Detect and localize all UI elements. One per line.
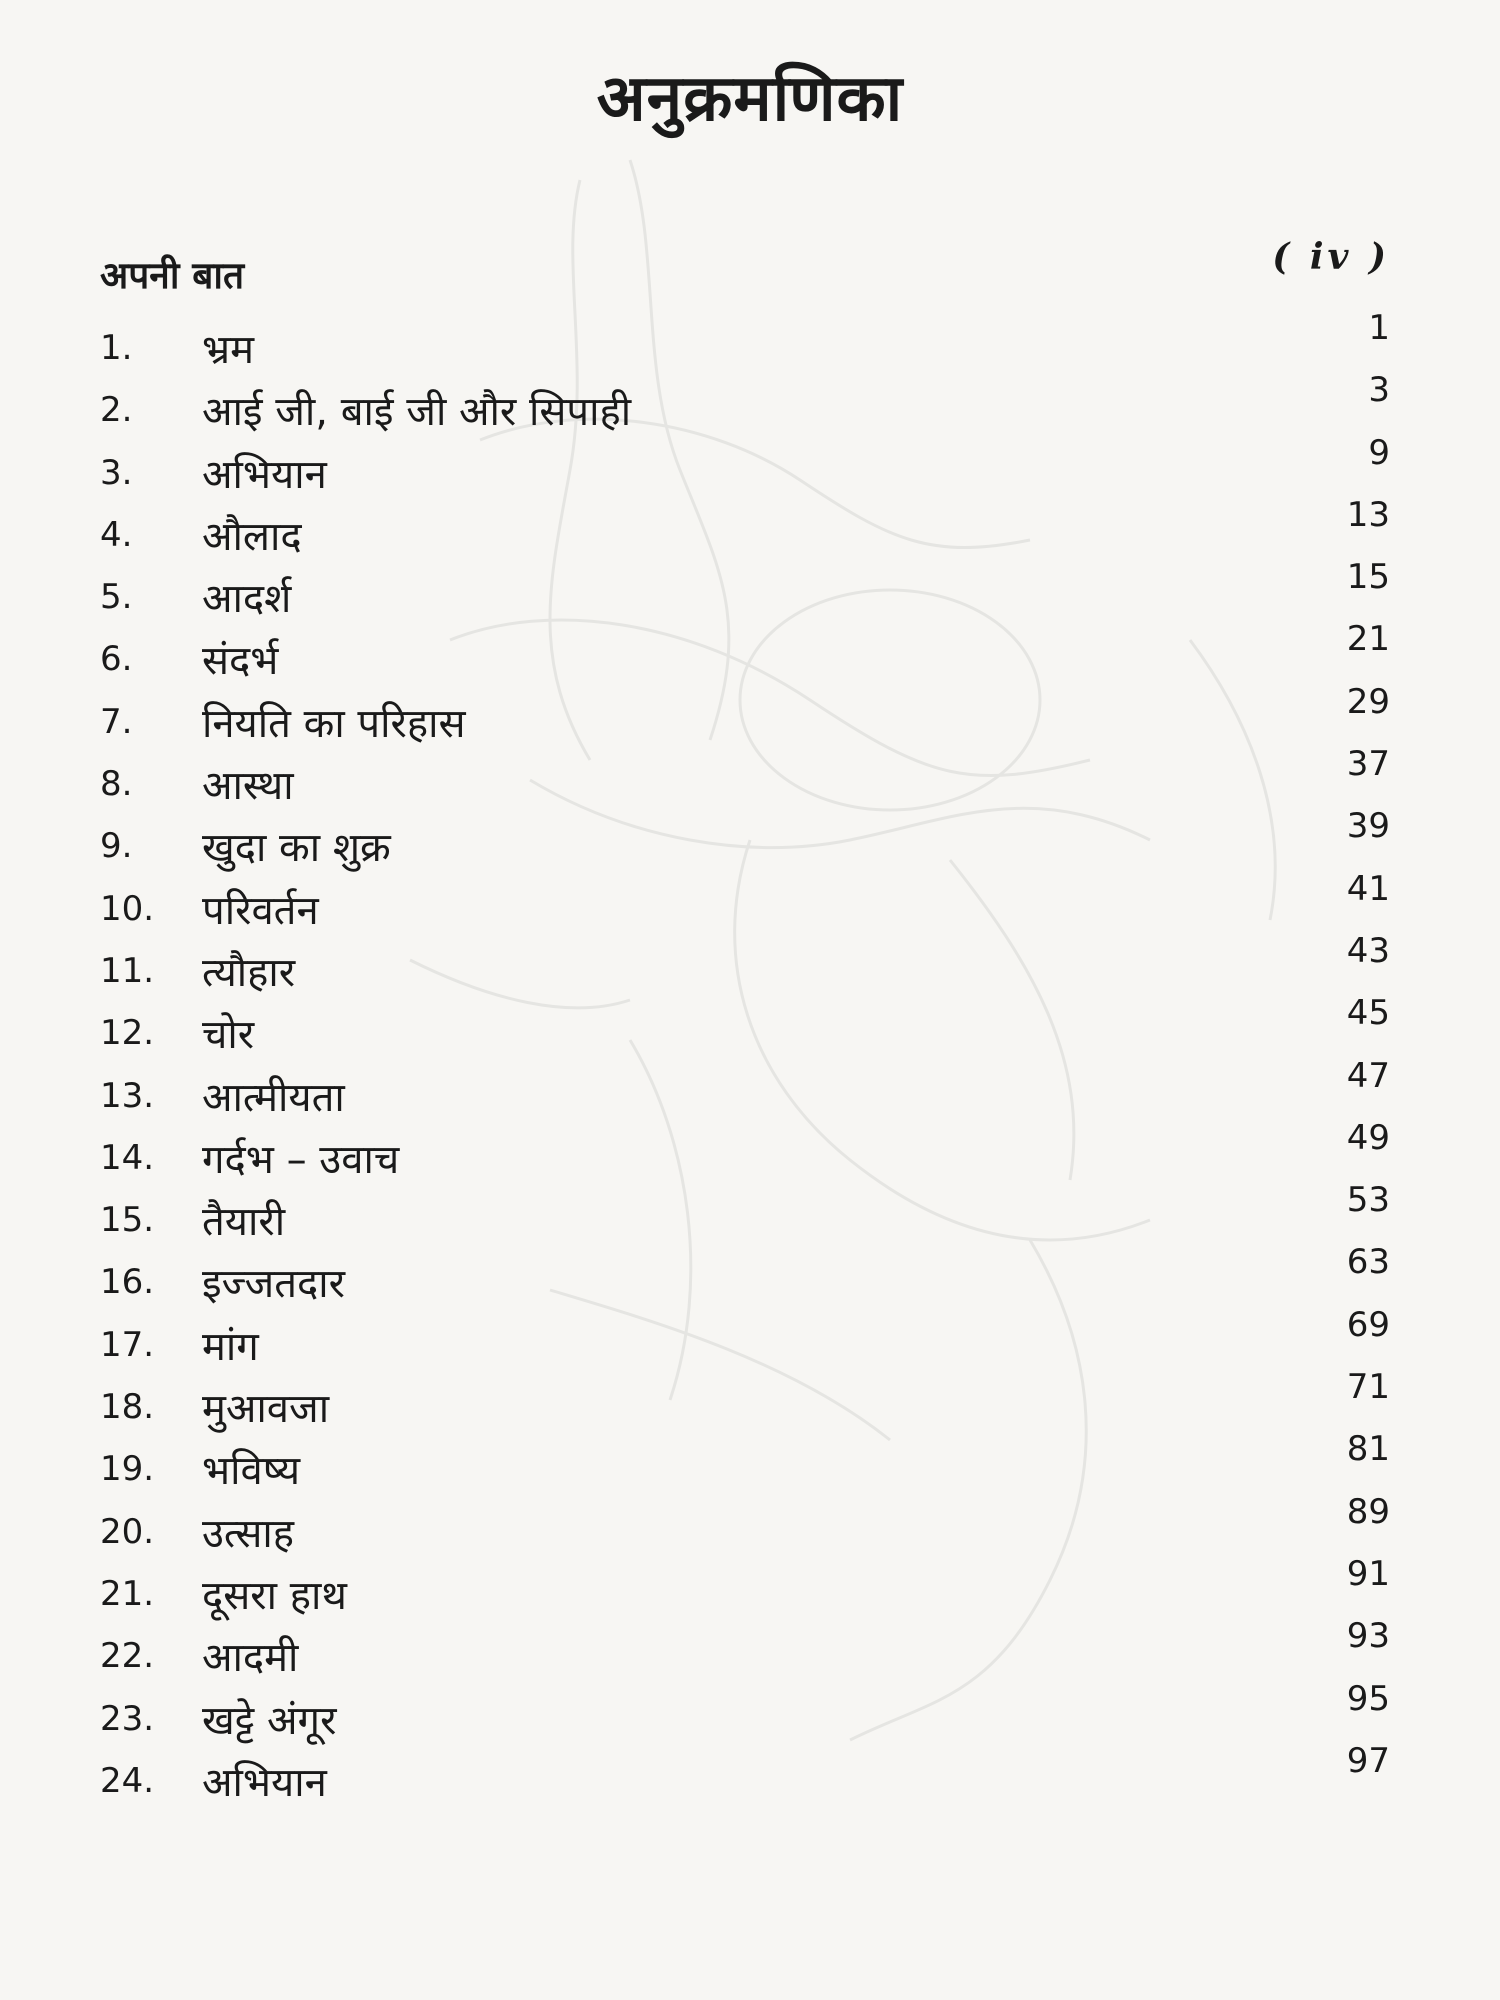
toc-entry: [100, 1055, 1390, 1128]
toc-entry-page: 41: [1346, 868, 1390, 909]
toc-entry-page: 63: [1346, 1242, 1390, 1283]
toc-entry-page: 47: [1346, 1055, 1390, 1096]
toc-entry: [100, 432, 1390, 505]
toc-entry-title: अभियान: [202, 1759, 327, 1806]
toc-entry-page: 93: [1346, 1616, 1390, 1657]
toc-entry-number: 10.: [100, 888, 155, 929]
toc-entry-page: 49: [1346, 1117, 1390, 1158]
toc-entry-number: 21.: [100, 1573, 155, 1614]
toc-entry-title: संदर्भ: [202, 638, 279, 685]
toc-entry-page: 69: [1346, 1304, 1390, 1345]
toc-entry-number: 15.: [100, 1200, 155, 1241]
toc-entry-title: आदर्श: [202, 576, 292, 623]
toc-entry-title: इज्जतदार: [202, 1261, 345, 1308]
toc-entry-title: आस्था: [202, 763, 294, 810]
toc-entry-page: 39: [1346, 806, 1390, 847]
toc-entry: [100, 1367, 1390, 1439]
toc-entry: [100, 1553, 1390, 1626]
preface-row: [100, 236, 1390, 308]
toc-entry: [100, 1678, 1390, 1751]
toc-entry-title: नियति का परिहास: [202, 700, 466, 747]
toc-entry-title: उत्साह: [202, 1510, 294, 1557]
toc-entry: [100, 1304, 1390, 1377]
toc-entry: [100, 1616, 1390, 1688]
toc-entry-title: अभियान: [202, 451, 327, 498]
toc-entry-title: भविष्य: [202, 1448, 301, 1495]
toc-entry-title: आदमी: [202, 1635, 299, 1682]
toc-entry-title: परिवर्तन: [202, 887, 319, 934]
toc-entry-number: 12.: [100, 1013, 155, 1054]
table-of-contents: [100, 308, 1390, 1813]
toc-entry-title: गर्दभ – उवाच: [202, 1136, 400, 1183]
toc-entry: [100, 619, 1390, 691]
toc-entry-number: 5.: [100, 577, 133, 618]
toc-entry: [100, 1117, 1390, 1190]
toc-entry-number: 20.: [100, 1511, 155, 1552]
toc-entry-title: मुआवजा: [202, 1386, 330, 1433]
toc-entry-title: तैयारी: [202, 1199, 286, 1246]
toc-entry-number: 8.: [100, 764, 133, 805]
toc-entry-number: 16.: [100, 1262, 155, 1303]
toc-entry-number: 7.: [100, 701, 133, 742]
toc-entry-page: 71: [1346, 1367, 1390, 1408]
toc-entry-number: 18.: [100, 1387, 155, 1428]
page-title: अनुक्रमणिका: [596, 62, 904, 136]
toc-entry-page: 81: [1346, 1429, 1390, 1470]
toc-entry-title: औलाद: [202, 513, 302, 560]
toc-entry-page: 15: [1346, 557, 1390, 598]
toc-entry: [100, 1242, 1390, 1314]
toc-entry-title: आई जी, बाई जी और सिपाही: [202, 389, 632, 436]
preface-page-number: ( iv ): [1272, 236, 1390, 278]
toc-entry-number: 4.: [100, 514, 133, 555]
toc-entry: [100, 494, 1390, 567]
toc-entry: [100, 744, 1390, 816]
toc-entry-number: 2.: [100, 390, 133, 431]
toc-entry-page: 29: [1346, 681, 1390, 722]
toc-entry-page: 43: [1346, 930, 1390, 971]
toc-entry: [100, 370, 1390, 442]
toc-entry-number: 14.: [100, 1137, 155, 1178]
toc-entry-number: 11.: [100, 950, 155, 991]
toc-entry: [100, 681, 1390, 754]
toc-entry-title: मांग: [202, 1323, 259, 1370]
toc-entry-number: 3.: [100, 452, 133, 493]
toc-entry-page: 3: [1368, 370, 1390, 411]
toc-entry: [100, 308, 1390, 380]
toc-entry-page: 21: [1346, 619, 1390, 660]
toc-entry-title: खुदा का शुक्र: [202, 825, 391, 872]
toc-entry-number: 19.: [100, 1449, 155, 1490]
toc-entry-number: 23.: [100, 1698, 155, 1739]
toc-entry-number: 22.: [100, 1636, 155, 1677]
toc-entry-number: 24.: [100, 1760, 155, 1801]
toc-entry-number: 1.: [100, 328, 133, 368]
toc-entry-number: 17.: [100, 1324, 155, 1365]
toc-entry: [100, 993, 1390, 1065]
toc-entry: [100, 868, 1390, 941]
toc-entry-page: 97: [1346, 1740, 1390, 1781]
toc-entry-number: 13.: [100, 1075, 155, 1116]
toc-entry: [100, 1491, 1390, 1564]
toc-entry-number: 9.: [100, 826, 133, 867]
toc-entry: [100, 930, 1390, 1003]
toc-entry-page: 1: [1368, 308, 1390, 348]
toc-entry: [100, 557, 1390, 629]
toc-entry-page: 37: [1346, 744, 1390, 785]
toc-entry-page: 95: [1346, 1678, 1390, 1719]
toc-entry: [100, 1429, 1390, 1501]
toc-entry-number: 6.: [100, 639, 133, 680]
toc-entry: [100, 1180, 1390, 1252]
toc-entry-title: आत्मीयता: [202, 1074, 345, 1121]
toc-entry-page: 89: [1346, 1491, 1390, 1532]
toc-entry-title: दूसरा हाथ: [202, 1572, 347, 1619]
toc-entry-title: त्यौहार: [202, 949, 296, 996]
toc-entry-title: खट्टे अंगूर: [202, 1697, 337, 1744]
toc-entry-title: भ्रम: [202, 327, 255, 373]
toc-entry-page: 9: [1368, 432, 1390, 473]
toc-entry-page: 53: [1346, 1180, 1390, 1221]
toc-entry-page: 13: [1346, 494, 1390, 535]
toc-entry: [100, 806, 1390, 878]
toc-entry-page: 91: [1346, 1553, 1390, 1594]
toc-entry: [100, 1740, 1390, 1813]
toc-entry-title: चोर: [202, 1012, 255, 1059]
toc-entry-page: 45: [1346, 993, 1390, 1034]
preface-label: अपनी बात: [100, 254, 245, 297]
